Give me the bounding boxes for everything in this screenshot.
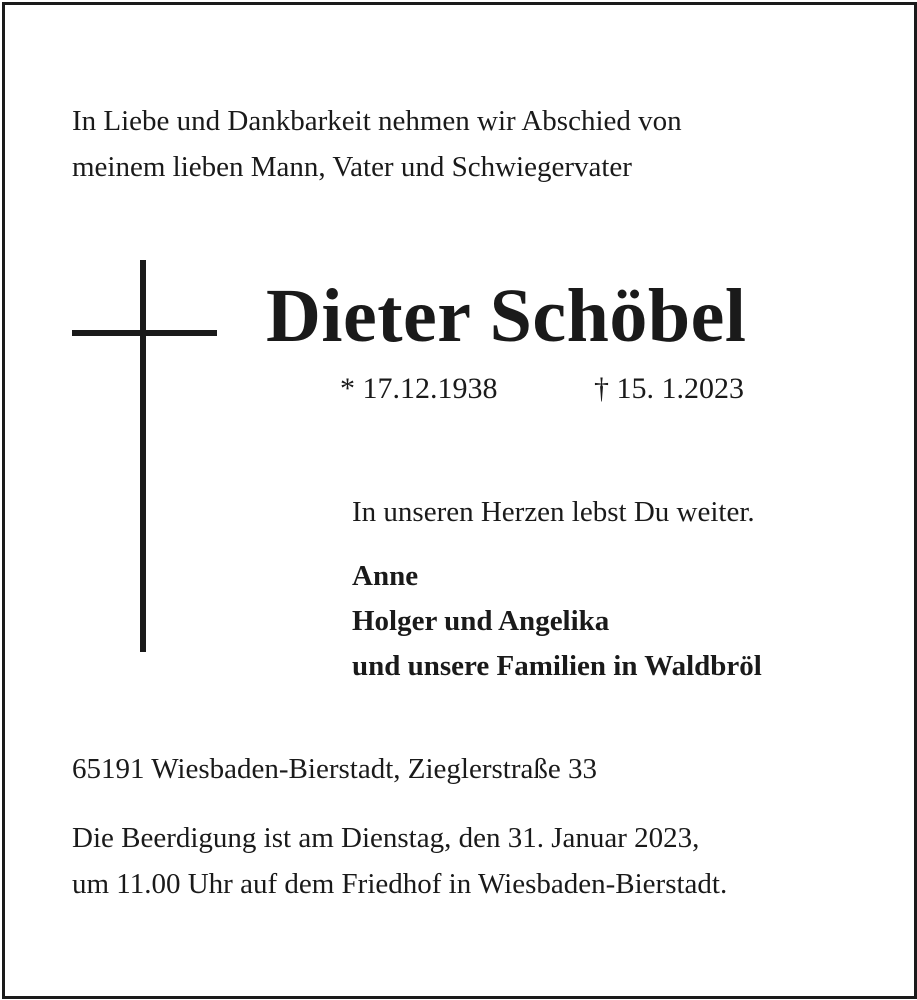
address-text: 65191 Wiesbaden-Bierstadt, Zieglerstraße 33 bbox=[72, 753, 597, 785]
funeral-line-2: um 11.00 Uhr auf dem Friedhof in Wiesbaden-Bierstadt. bbox=[72, 868, 728, 900]
cross-horizontal-bar bbox=[72, 330, 217, 336]
cross-vertical-bar bbox=[140, 260, 146, 652]
mourners-list bbox=[352, 553, 762, 688]
intro-line-1: In Liebe und Dankbarkeit nehmen wir Abschied von bbox=[72, 105, 682, 137]
intro-line-2: meinem lieben Mann, Vater und Schwiegervater bbox=[72, 151, 632, 183]
birth-date: * 17.12.1938 bbox=[340, 372, 498, 405]
funeral-line-1: Die Beerdigung ist am Dienstag, den 31. Januar 2023, bbox=[72, 822, 700, 854]
death-date: † 15. 1.2023 bbox=[594, 372, 744, 405]
mourner-name: und unsere Familien in Waldbröl bbox=[352, 650, 762, 682]
mourner-name: Holger und Angelika bbox=[352, 605, 610, 637]
funeral-info bbox=[72, 815, 727, 907]
mourner-name: Anne bbox=[352, 560, 419, 592]
intro-text bbox=[72, 98, 682, 190]
deceased-name: Dieter Schöbel bbox=[266, 274, 747, 358]
motto-text: In unseren Herzen lebst Du weiter. bbox=[352, 496, 755, 528]
